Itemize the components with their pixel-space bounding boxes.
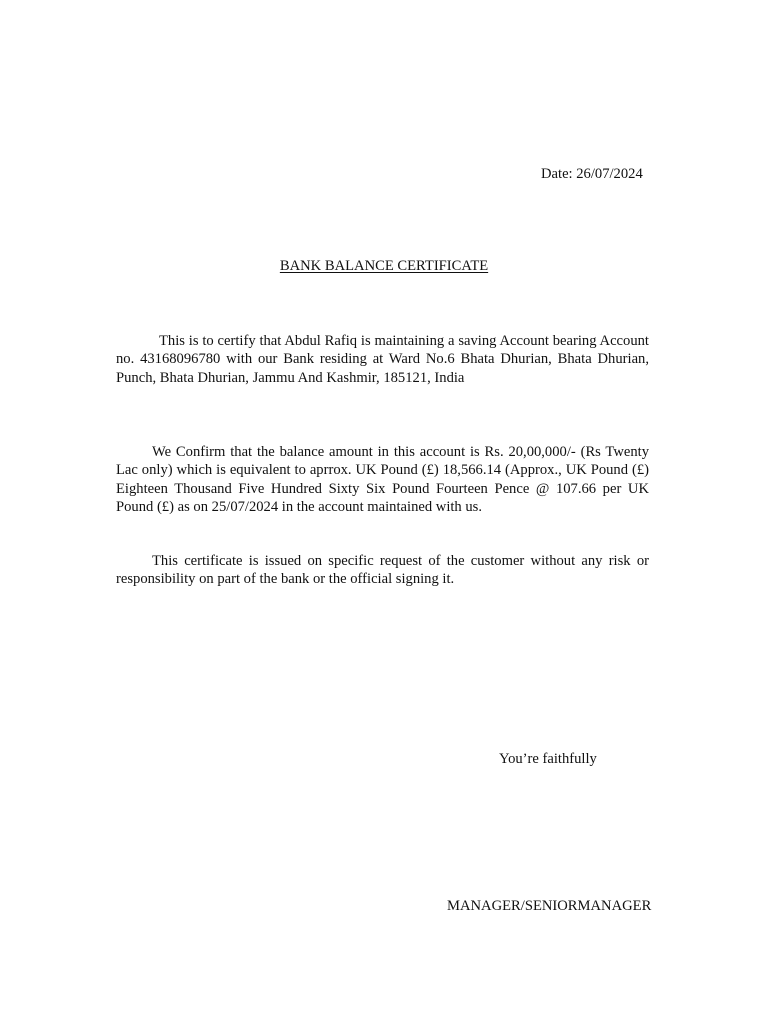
closing-salutation: You’re faithfully	[499, 751, 597, 767]
date-line: Date: 26/07/2024	[541, 166, 643, 182]
disclaimer-paragraph: This certificate is issued on specific request of the customer without any risk or responsibility on part of the bank or the official signing it.	[116, 553, 649, 588]
certificate-title: BANK BALANCE CERTIFICATE	[279, 258, 489, 274]
balance-paragraph: We Confirm that the balance amount in this account is Rs. 20,00,000/- (Rs Twenty Lac only) which is equivalent to aprrox. UK Pound (£) 18,566.14 (Approx., UK Pound (£) Eighteen Thousand Five Hundred Sixty Six Pound Fourteen Pence @ 107.66 per UK Pound (£) as on 25/07/2024 in the account maintained with us.	[116, 444, 649, 516]
certification-paragraph: This is to certify that Abdul Rafiq is maintaining a saving Account bearing Account no. 43168096780 with our Bank residing at Ward No.6 Bhata Dhurian, Bhata Dhurian, Punch, Bhata Dhurian, Jammu And Kashmir, 185121, India	[116, 333, 649, 386]
signatory-title: MANAGER/SENIORMANAGER	[447, 898, 652, 914]
